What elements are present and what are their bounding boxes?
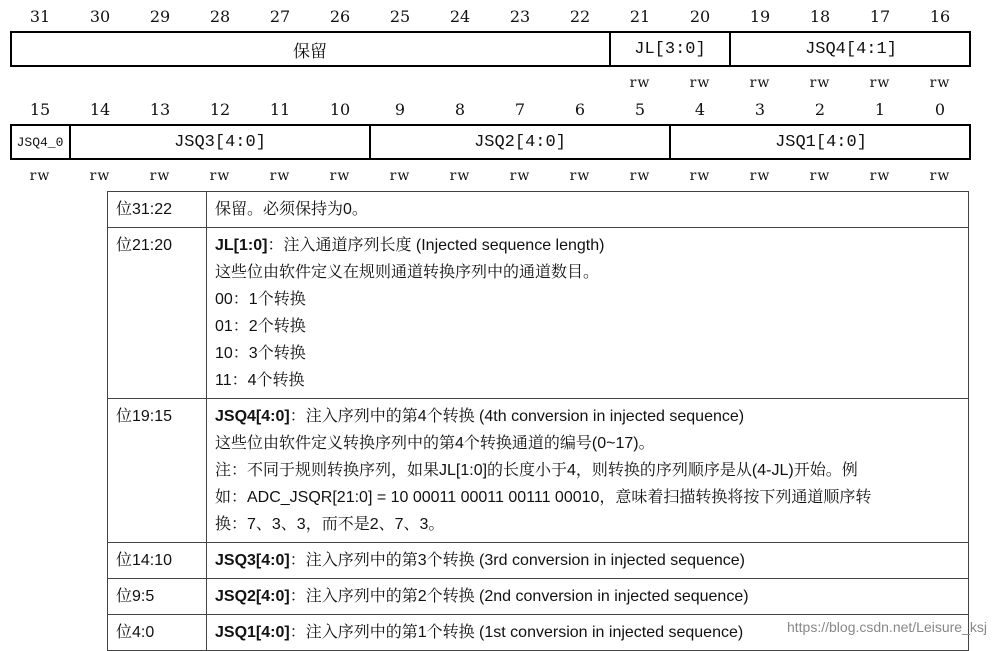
bit-range: 位14:10 <box>108 543 207 579</box>
description-line <box>215 196 960 223</box>
bit-number: 28 <box>209 7 231 26</box>
description-text: 这些位由软件定义转换序列中的第4个转换通道的编号(0~17)。 <box>215 435 655 452</box>
bit-number: 4 <box>694 100 706 119</box>
description-line <box>215 511 960 538</box>
bit-description <box>207 399 969 543</box>
bit-number: 0 <box>934 100 946 119</box>
bit-range: 位21:20 <box>108 228 207 399</box>
description-line <box>215 430 960 457</box>
bit-number: 25 <box>389 7 411 26</box>
bit-range: 位31:22 <box>108 192 207 228</box>
description-line <box>215 232 960 259</box>
bit-number: 18 <box>809 7 831 26</box>
bit-number: 5 <box>634 100 646 119</box>
access-type: rw <box>749 75 771 91</box>
description-text: ：注入序列中的第4个转换 (4th conversion in injected sequence) <box>289 408 745 425</box>
table-row <box>108 228 969 399</box>
access-type: rw <box>689 168 711 184</box>
access-type: rw <box>569 168 591 184</box>
description-text: ：注入序列中的第3个转换 (3rd conversion in injected sequence) <box>289 552 745 569</box>
bit-number: 14 <box>89 100 111 119</box>
table-row <box>108 399 969 543</box>
access-type: rw <box>749 168 771 184</box>
description-line <box>215 484 960 511</box>
description-line <box>215 583 960 610</box>
bit-description-table <box>107 191 969 651</box>
access-type: rw <box>809 168 831 184</box>
watermark: https://blog.csdn.net/Leisure_ksj <box>786 619 987 635</box>
table-row <box>108 192 969 228</box>
bit-number: 7 <box>514 100 526 119</box>
description-line <box>215 340 960 367</box>
bit-description <box>207 192 969 228</box>
field-name: JSQ3[4:0] <box>215 552 290 569</box>
access-type: rw <box>329 168 351 184</box>
bit-number: 9 <box>394 100 406 119</box>
description-line <box>215 259 960 286</box>
bit-number: 27 <box>269 7 291 26</box>
bit-description <box>207 228 969 399</box>
register-field: 保留 <box>11 33 611 65</box>
bit-description <box>207 543 969 579</box>
access-type: rw <box>209 168 231 184</box>
field-name: JL[1:0] <box>215 237 268 254</box>
bit-range: 位4:0 <box>108 615 207 651</box>
access-type: rw <box>629 75 651 91</box>
bit-number: 10 <box>329 100 351 119</box>
bit-number: 13 <box>149 100 171 119</box>
access-type: rw <box>629 168 651 184</box>
table-row <box>108 543 969 579</box>
register-field: JSQ4_0 <box>11 126 71 158</box>
bit-number: 21 <box>629 7 651 26</box>
description-text: 11：4个转换 <box>215 372 305 389</box>
access-type: rw <box>149 168 171 184</box>
bit-number: 19 <box>749 7 771 26</box>
bit-number: 11 <box>269 100 291 119</box>
bit-number: 24 <box>449 7 471 26</box>
description-text: ：注入通道序列长度 (Injected sequence length) <box>267 237 605 254</box>
bit-number: 16 <box>929 7 951 26</box>
description-line <box>215 403 960 430</box>
register-row-low <box>10 124 971 160</box>
register-field: JSQ2[4:0] <box>371 126 671 158</box>
description-line <box>215 457 960 484</box>
access-type: rw <box>809 75 831 91</box>
access-type: rw <box>869 168 891 184</box>
field-name: JSQ2[4:0] <box>215 588 290 605</box>
description-text: 00：1个转换 <box>215 291 306 308</box>
bit-description <box>207 579 969 615</box>
bit-number: 8 <box>454 100 466 119</box>
description-line <box>215 313 960 340</box>
register-field: JSQ1[4:0] <box>775 132 867 152</box>
bit-number: 20 <box>689 7 711 26</box>
bit-number: 15 <box>29 100 51 119</box>
bit-number: 6 <box>574 100 586 119</box>
bit-number: 17 <box>869 7 891 26</box>
description-text: ：注入序列中的第2个转换 (2nd conversion in injected sequence) <box>289 588 749 605</box>
bit-number: 31 <box>29 7 51 26</box>
access-type: rw <box>89 168 111 184</box>
access-type: rw <box>269 168 291 184</box>
description-text: 注：不同于规则转换序列，如果JL[1:0]的长度小于4，则转换的序列顺序是从(4-JL)开始。例 <box>215 462 858 479</box>
bit-number: 23 <box>509 7 531 26</box>
description-line <box>215 286 960 313</box>
bit-number: 1 <box>874 100 886 119</box>
register-field: JSQ4[4:1] <box>805 39 897 59</box>
field-name: JSQ1[4:0] <box>215 624 290 641</box>
access-type: rw <box>689 75 711 91</box>
bit-number: 22 <box>569 7 591 26</box>
access-type: rw <box>929 75 951 91</box>
register-field: JL[3:0] <box>611 33 731 65</box>
description-line <box>215 547 960 574</box>
field-name: JSQ4[4:0] <box>215 408 290 425</box>
description-line <box>215 367 960 394</box>
bit-number: 29 <box>149 7 171 26</box>
bit-number: 30 <box>89 7 111 26</box>
bit-number: 3 <box>754 100 766 119</box>
access-type: rw <box>449 168 471 184</box>
access-type: rw <box>869 75 891 91</box>
bit-range: 位9:5 <box>108 579 207 615</box>
bit-number: 2 <box>814 100 826 119</box>
description-text: 01：2个转换 <box>215 318 306 335</box>
bit-range: 位19:15 <box>108 399 207 543</box>
description-text: 保留。必须保持为0。 <box>215 201 368 218</box>
access-type: rw <box>389 168 411 184</box>
description-text: 10：3个转换 <box>215 345 306 362</box>
description-text: 如：ADC_JSQR[21:0] = 10 00011 00011 00111 00010，意味着扫描转换将按下列通道顺序转 <box>215 489 872 506</box>
register-row-high <box>10 31 971 67</box>
description-text: ：注入序列中的第1个转换 (1st conversion in injected sequence) <box>289 624 744 641</box>
access-type: rw <box>929 168 951 184</box>
access-type: rw <box>29 168 51 184</box>
description-text: 换：7、3、3，而不是2、7、3。 <box>215 516 445 533</box>
access-type: rw <box>509 168 531 184</box>
bit-number: 26 <box>329 7 351 26</box>
description-text: 这些位由软件定义在规则通道转换序列中的通道数目。 <box>215 264 600 281</box>
table-row <box>108 579 969 615</box>
bit-number: 12 <box>209 100 231 119</box>
register-field: JSQ3[4:0] <box>71 126 371 158</box>
